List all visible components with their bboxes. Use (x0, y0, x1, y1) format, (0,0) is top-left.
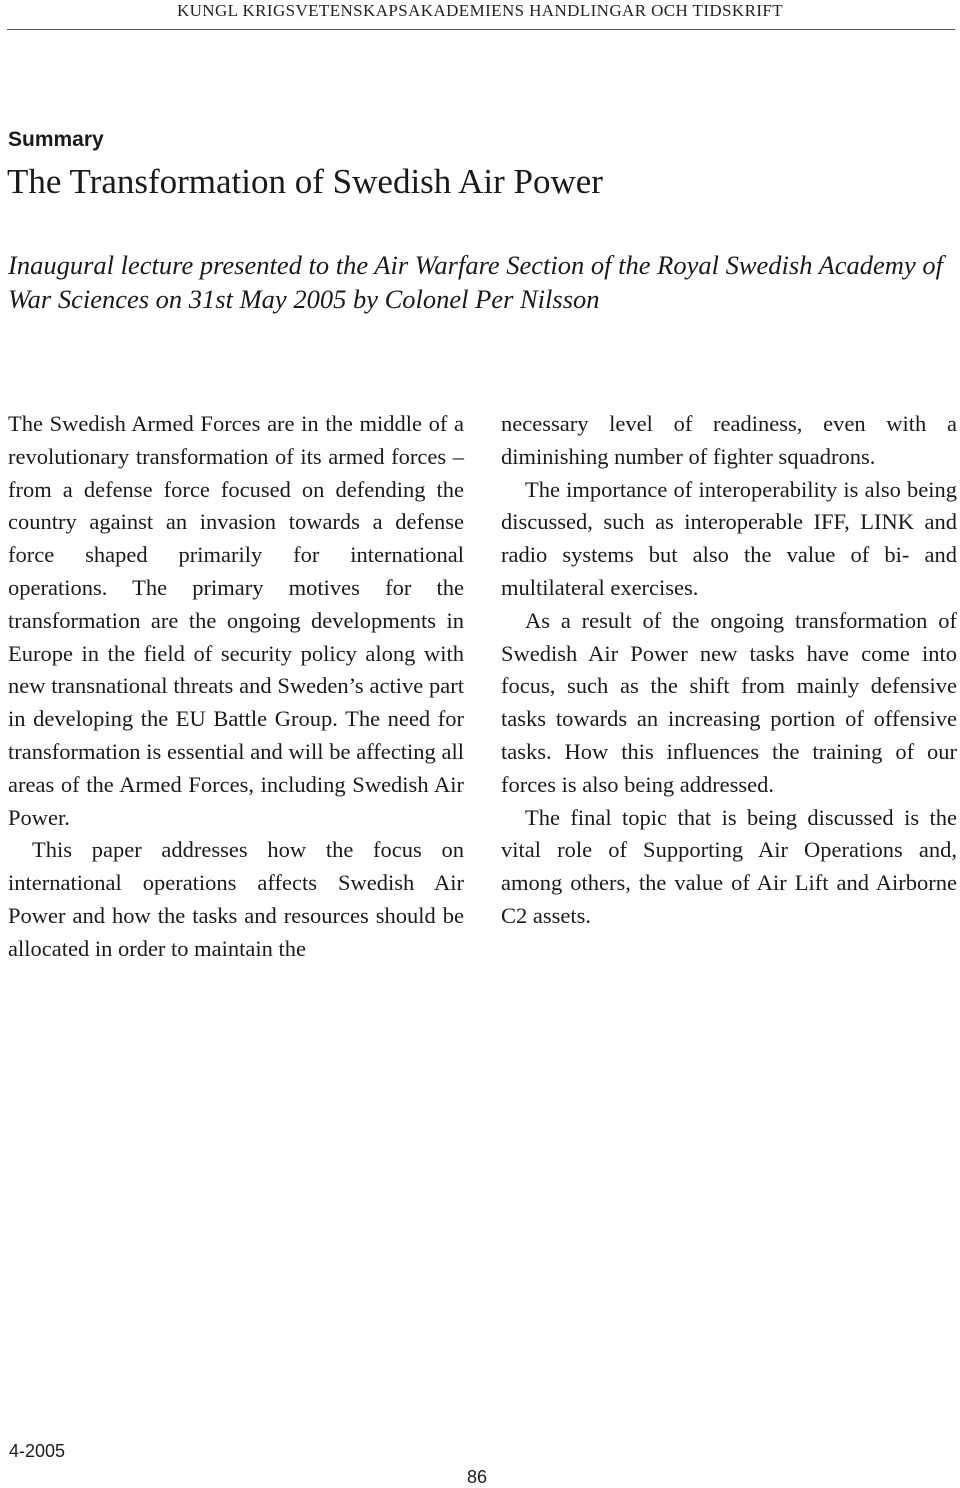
body-paragraph: This paper addresses how the focus on international operations affects Swedish Air Power and how the tasks and resources should be allocated in order to maintain the (8, 837, 464, 961)
body-column-left (8, 408, 464, 966)
article-title: The Transformation of Swedish Air Power (7, 162, 603, 201)
header-rule (7, 29, 955, 30)
body-paragraph: As a result of the ongoing transformation of Swedish Air Power new tasks have come into focus, such as the shift from mainly defensive tasks towards an increasing portion of offensive tasks. How this influences the training of our forces is also being addressed. (501, 607, 957, 797)
issue-number: 4-2005 (9, 1441, 66, 1461)
running-header: KUNGL KRIGSVETENSKAPSAKADEMIENS HANDLINGAR OCH TIDSKRIFT (176, 1, 784, 20)
body-paragraph: necessary level of readiness, even with a diminishing number of fighter squadrons. (501, 411, 957, 469)
section-label: Summary (8, 128, 104, 151)
body-paragraph: The importance of interoperability is also being discussed, such as interoperable IFF, LINK and radio systems but also the value of bi- and multilateral exercises. (501, 476, 957, 600)
body-paragraph: The Swedish Armed Forces are in the middle of a revolutionary transformation of its armed forces – from a defense force focused on defending the country against an invasion towards a defense force shaped primarily for international operations. The primary motives for the transformation are the ongoing developments in Europe in the field of security policy along with new transnational threats and Sweden’s active part in developing the EU Battle Group. The need for transformation is essential and will be affecting all areas of the Armed Forces, including Swedish Air Power. (8, 411, 464, 830)
body-column-right (501, 408, 957, 933)
article-subtitle: Inaugural lecture presented to the Air Warfare Section of the Royal Swedish Academy of War Sciences on 31st May 2005 by Colonel Per Nilsson (8, 250, 943, 314)
body-paragraph: The final topic that is being discussed is the vital role of Supporting Air Operations and, among others, the value of Air Lift and Airborne C2 assets. (501, 804, 957, 928)
page-number: 86 (467, 1467, 488, 1487)
